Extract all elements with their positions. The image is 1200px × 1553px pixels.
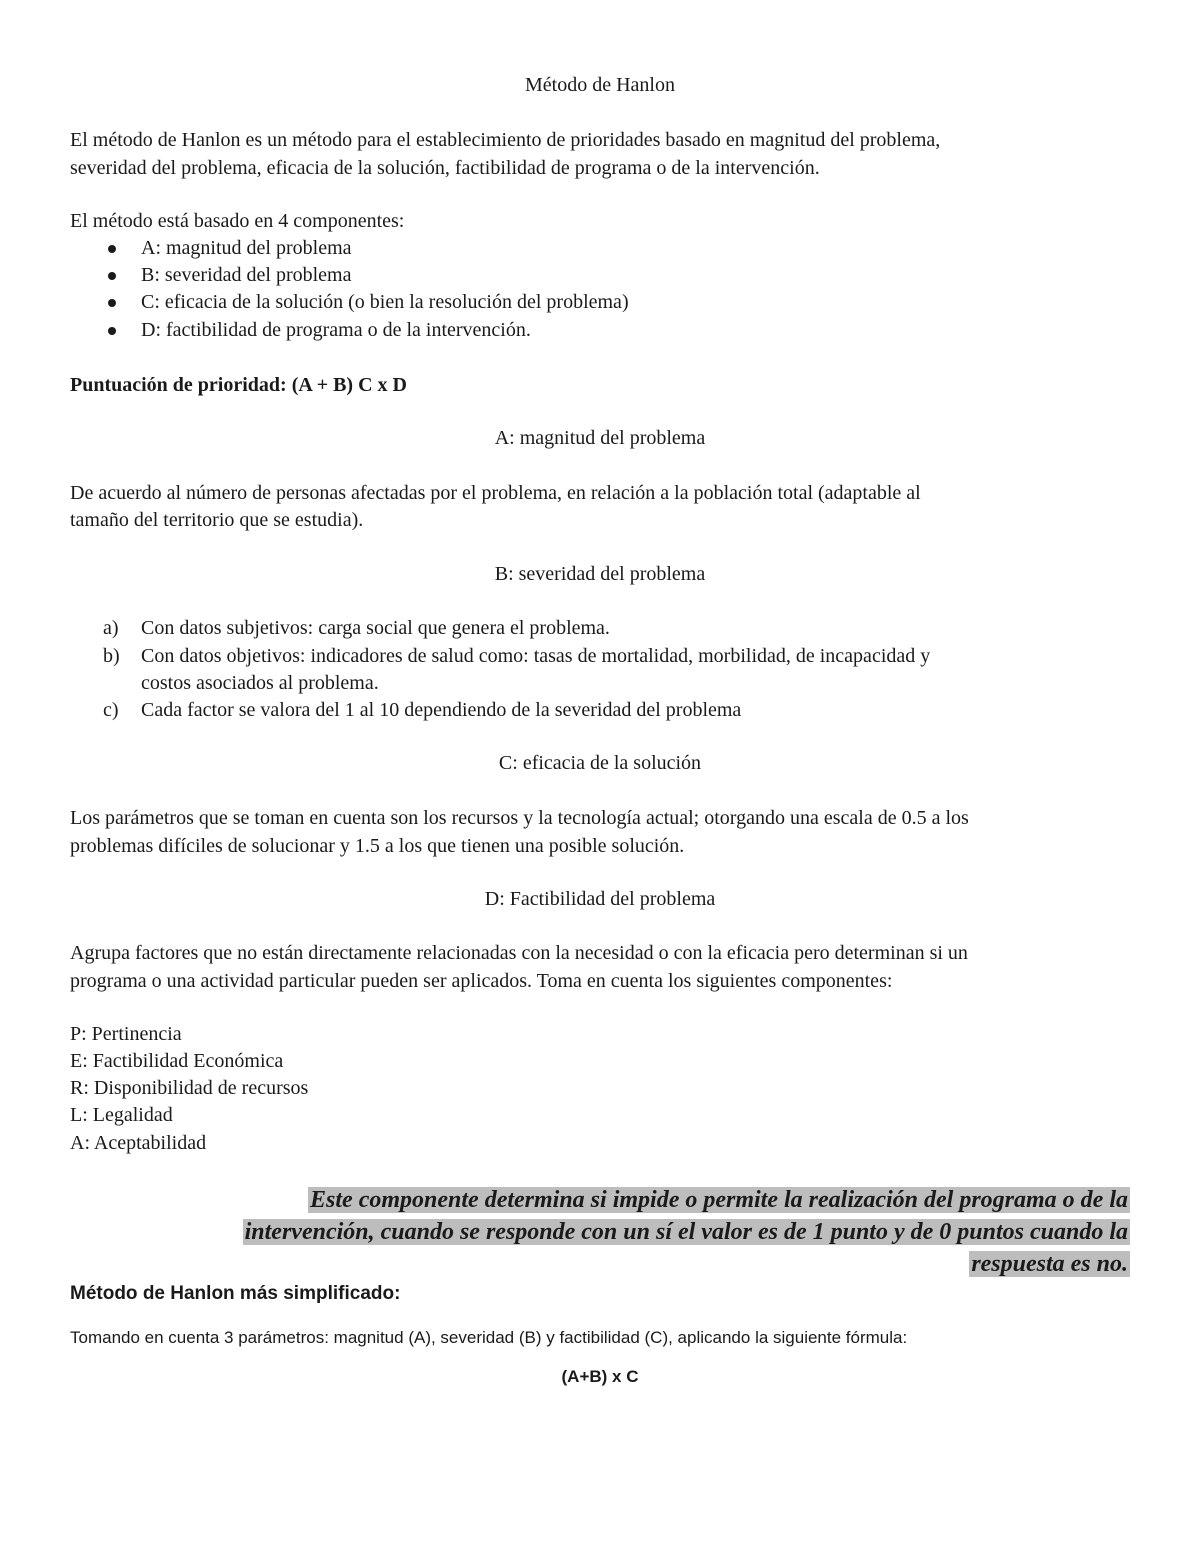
components-intro: El método está basado en 4 componentes: — [70, 210, 405, 232]
intro-line-2: severidad del problema, eficacia de la solución, factibilidad de programa o de la intervención. — [70, 157, 820, 179]
list-marker: b) — [103, 645, 120, 667]
section-a-heading: A: magnitud del problema — [494, 427, 706, 449]
list-marker: c) — [103, 699, 119, 721]
section-d-heading: D: Factibilidad del problema — [484, 888, 716, 910]
list-item: Con datos objetivos: indicadores de salud como: tasas de mortalidad, morbilidad, de incapacidad y — [141, 645, 931, 667]
component-item: B: severidad del problema — [141, 262, 352, 289]
document-title: Método de Hanlon — [525, 74, 675, 96]
factor-item: P: Pertinencia — [70, 1023, 182, 1045]
intro-line-1: El método de Hanlon es un método para el establecimiento de prioridades basado en magnitud del problema, — [70, 129, 941, 151]
component-item: C: eficacia de la solución (o bien la resolución del problema) — [141, 289, 629, 316]
list-item: Cada factor se valora del 1 al 10 dependiendo de la severidad del problema — [141, 699, 742, 721]
simplified-formula: (A+B) x C — [561, 1367, 639, 1386]
factor-item: E: Factibilidad Económica — [70, 1050, 284, 1072]
factor-item: R: Disponibilidad de recursos — [70, 1077, 309, 1099]
highlight-line-1: Este componente determina si impide o permite la realización del programa o de la — [310, 1187, 1128, 1213]
section-c-heading: C: eficacia de la solución — [498, 752, 702, 774]
highlight-line-2: intervención, cuando se responde con un sí el valor es de 1 punto y de 0 puntos cuando la — [244, 1219, 1128, 1245]
highlight-line-3: respuesta es no. — [971, 1251, 1128, 1277]
section-c-line-1: Los parámetros que se toman en cuenta son los recursos y la tecnología actual; otorgando una escala de 0.5 a los — [70, 807, 969, 829]
factor-item: A: Aceptabilidad — [70, 1132, 207, 1154]
component-item: A: magnitud del problema — [141, 235, 352, 262]
list-item-continuation: costos asociados al problema. — [141, 672, 379, 694]
component-item: D: factibilidad de programa o de la intervención. — [141, 317, 531, 344]
section-a-line-2: tamaño del territorio que se estudia). — [70, 509, 364, 531]
list-item: Con datos subjetivos: carga social que genera el problema. — [141, 617, 610, 639]
section-a-line-1: De acuerdo al número de personas afectadas por el problema, en relación a la población total (adaptable al — [70, 482, 921, 504]
list-marker: a) — [103, 617, 119, 639]
section-b-heading: B: severidad del problema — [494, 563, 706, 585]
simplified-heading: Método de Hanlon más simplificado: — [70, 1283, 401, 1304]
factor-item: L: Legalidad — [70, 1104, 173, 1126]
priority-formula: Puntuación de prioridad: (A + B) C x D — [70, 374, 407, 396]
section-c-line-2: problemas difíciles de solucionar y 1.5 a los que tienen una posible solución. — [70, 835, 685, 857]
section-d-line-2: programa o una actividad particular pueden ser aplicados. Toma en cuenta los siguientes componentes: — [70, 970, 893, 992]
simplified-text: Tomando en cuenta 3 parámetros: magnitud (A), severidad (B) y factibilidad (C), aplicando la siguiente fórmula: — [70, 1328, 908, 1347]
section-d-line-1: Agrupa factores que no están directamente relacionadas con la necesidad o con la eficacia pero determinan si un — [70, 942, 968, 964]
